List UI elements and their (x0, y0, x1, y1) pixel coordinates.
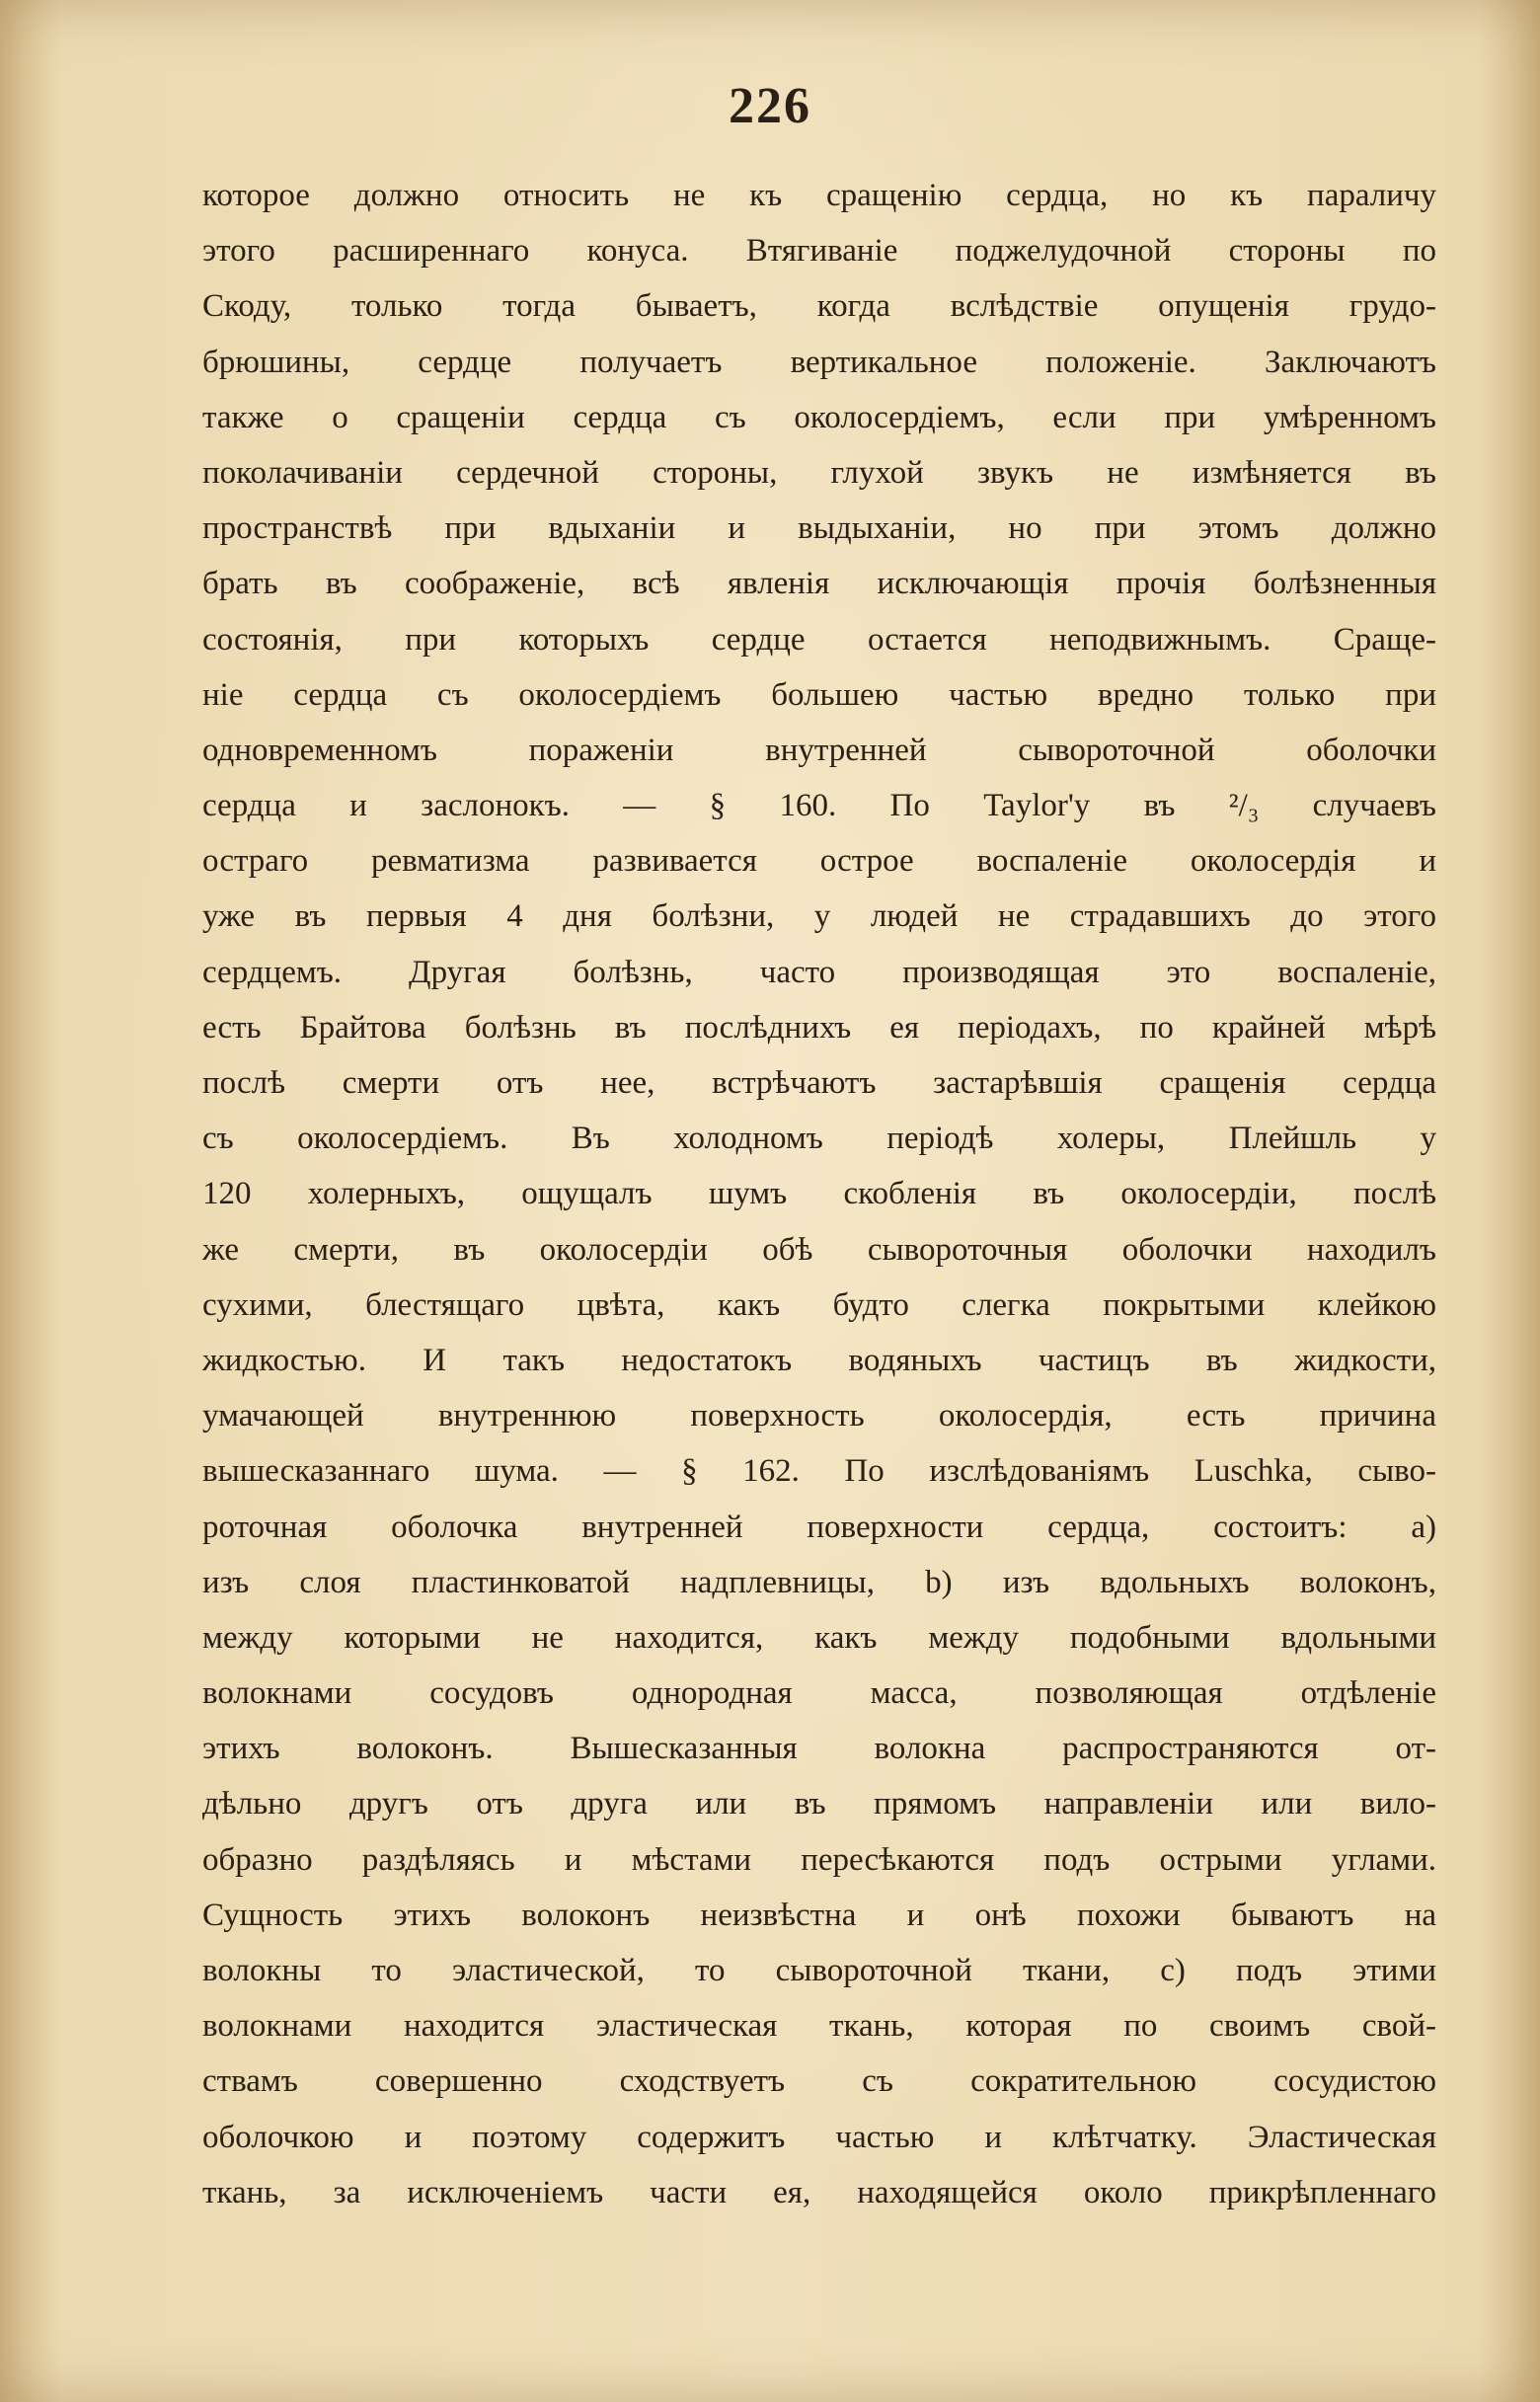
text-line: также о сращеніи сердца съ околосердіемъ, если при умѣренномъ (202, 399, 1436, 435)
text-line: волокнами сосудовъ однородная масса, позволяющая отдѣленіе (202, 1675, 1436, 1712)
text-line: оболочкою и поэтому содержитъ частью и клѣтчатку. Эластическая (202, 2119, 1436, 2155)
text-line: которое должно относить не къ сращенію сердца, но къ параличу (202, 178, 1436, 213)
text-line: дѣльно другъ отъ друга или въ прямомъ направленіи или вило- (202, 1786, 1436, 1822)
text-line: вышесказаннаго шума. — § 162. По изслѣдованіямъ Luschka, сыво- (202, 1453, 1436, 1490)
text-line: умачающей внутреннюю поверхность околосердія, есть причина (202, 1398, 1436, 1434)
text-line: волокны то эластической, то сывороточной ткани, c) подъ этими (202, 1953, 1436, 1988)
text-line: Сущность этихъ волоконъ неизвѣстна и онѣ похожи бываютъ на (202, 1897, 1436, 1933)
text-line: съ околосердіемъ. Въ холодномъ періодѣ холеры, Плейшль у (202, 1121, 1436, 1157)
text-line: ствамъ совершенно сходствуетъ съ сократительною сосудистою (202, 2063, 1436, 2100)
text-line: роточная оболочка внутренней поверхности сердца, состоитъ: a) (202, 1509, 1436, 1545)
text-line: волокнами находится эластическая ткань, которая по своимъ свой- (202, 2008, 1436, 2045)
text-line: жидкостью. И такъ недостатокъ водяныхъ частицъ въ жидкости, (202, 1342, 1436, 1378)
text-line: Скоду, только тогда бываетъ, когда вслѣдствіе опущенія грудо- (202, 288, 1436, 325)
text-line: брать въ соображеніе, всѣ явленія исключающія прочія болѣзненныя (202, 566, 1436, 602)
text-line: образно раздѣляясь и мѣстами пересѣкаются подъ острыми углами. (202, 1841, 1436, 1878)
text-line: остраго ревматизма развивается острое воспаленіе околосердія и (202, 843, 1436, 880)
text-line: сердцемъ. Другая болѣзнь, часто производящая это воспаленіе, (202, 954, 1436, 990)
text-line: состоянія, при которыхъ сердце остается неподвижнымъ. Сраще- (202, 621, 1436, 658)
text-line: уже въ первыя 4 дня болѣзни, у людей не страдавшихъ до этого (202, 898, 1436, 935)
text-line: есть Брайтова болѣзнь въ послѣднихъ ея періодахъ, по крайней мѣрѣ (202, 1009, 1436, 1046)
text-line: поколачиваніи сердечной стороны, глухой звукъ не измѣняется въ (202, 454, 1436, 491)
text-line: 120 холерныхъ, ощущалъ шумъ скобленія въ околосердіи, послѣ (202, 1176, 1436, 1212)
text-line: сердца и заслонокъ. — § 160. По Taylor'у въ ²/₃ случаевъ (202, 788, 1436, 824)
text-line: этихъ волоконъ. Вышесказанныя волокна распространяются от- (202, 1731, 1436, 1767)
text-line: этого расширеннаго конуса. Втягиваніе поджелудочной стороны по (202, 233, 1436, 270)
text-line: пространствѣ при вдыханіи и выдыханіи, но при этомъ должно (202, 510, 1436, 547)
text-line: послѣ смерти отъ нее, встрѣчаютъ застарѣвшія сращенія сердца (202, 1065, 1436, 1101)
text-line: брюшины, сердце получаетъ вертикальное положеніе. Заключаютъ (202, 344, 1436, 380)
text-line: ткань, за исключеніемъ части ея, находящейся около прикрѣпленнаго (202, 2174, 1436, 2210)
text-line: ніе сердца съ околосердіемъ большею частью вредно только при (202, 676, 1436, 713)
text-line: сухими, блестящаго цвѣта, какъ будто слегка покрытыми клейкою (202, 1286, 1436, 1323)
text-line: изъ слоя пластинковатой надплевницы, b) изъ вдольныхъ волоконъ, (202, 1564, 1436, 1600)
text-line: между которыми не находится, какъ между подобными вдольными (202, 1619, 1436, 1656)
text-line: же смерти, въ околосердіи обѣ сывороточныя оболочки находилъ (202, 1231, 1436, 1268)
body-text (202, 168, 1436, 2220)
text-line: одновременномъ пораженіи внутренней сывороточной оболочки (202, 732, 1436, 768)
page-number: 226 (729, 78, 811, 134)
